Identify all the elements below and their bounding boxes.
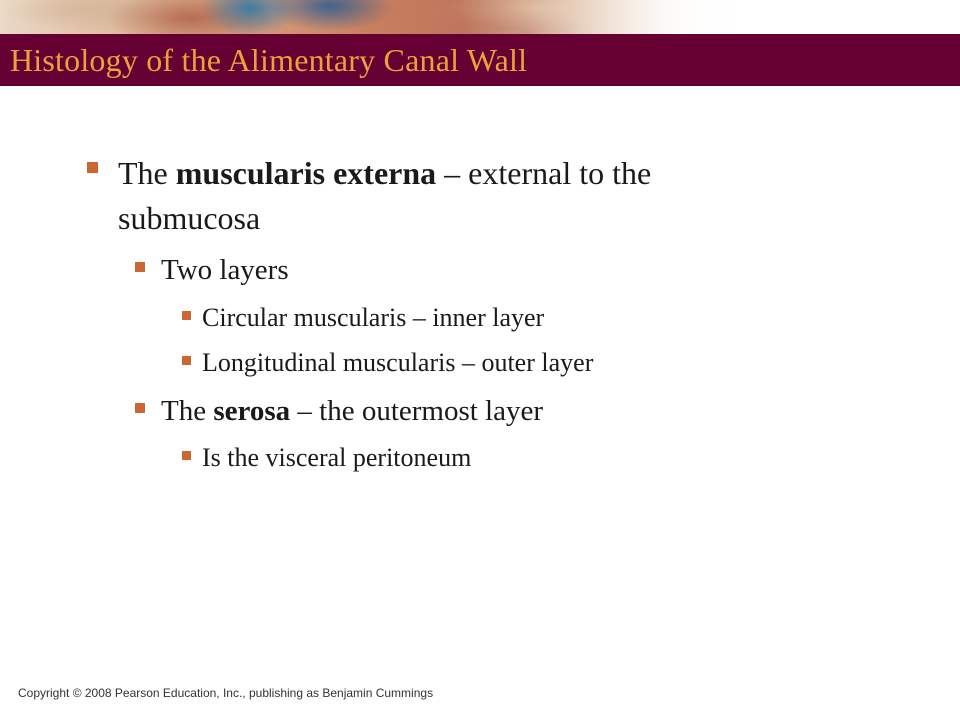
header-banner-fade — [0, 0, 960, 34]
bullet-term-muscularis-externa: muscularis externa — [175, 155, 437, 191]
bullet-visceral-peritoneum: Is the visceral peritoneum — [202, 443, 472, 472]
bullet-continuation: submucosa — [118, 200, 261, 236]
square-bullet-icon — [87, 162, 98, 173]
bullet-circular-muscularis: Circular muscularis – inner layer — [202, 303, 545, 332]
bullet-term-serosa: serosa — [213, 395, 291, 427]
bullet-muscularis-externa — [118, 151, 651, 195]
square-bullet-icon — [135, 262, 145, 272]
bullet-text-suffix: – the outermost layer — [290, 395, 544, 427]
bullet-text-prefix: The — [161, 395, 214, 427]
slide-title: Histology of the Alimentary Canal Wall — [10, 42, 528, 78]
bullet-text-suffix: – external to the — [436, 155, 652, 191]
square-bullet-icon — [182, 451, 191, 460]
bullet-longitudinal-muscularis: Longitudinal muscularis – outer layer — [202, 348, 594, 377]
copyright-footer: Copyright © 2008 Pearson Education, Inc., publishing as Benjamin Cummings — [18, 686, 434, 700]
square-bullet-icon — [182, 311, 191, 320]
bullet-serosa — [161, 391, 543, 431]
square-bullet-icon — [182, 356, 191, 365]
square-bullet-icon — [135, 403, 145, 413]
bullet-text-prefix: The — [118, 155, 176, 191]
bullet-two-layers: Two layers — [161, 254, 289, 286]
